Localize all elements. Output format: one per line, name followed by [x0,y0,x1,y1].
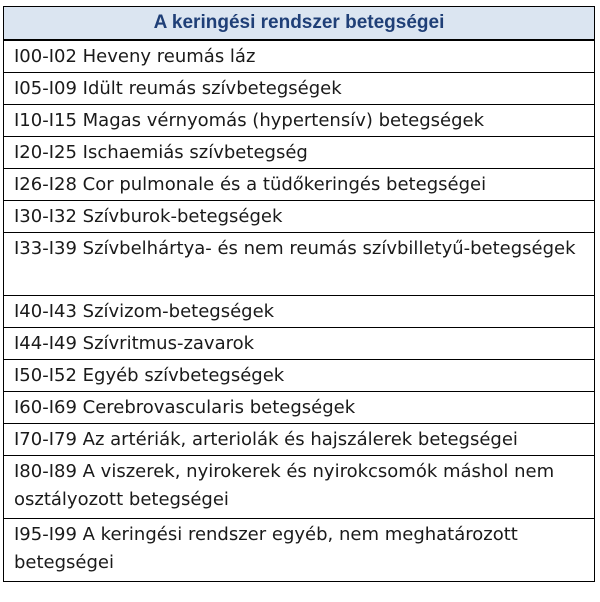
table-row: I10-I15 Magas vérnyomás (hypertensív) betegségek [4,104,594,136]
table-row: I50-I52 Egyéb szívbetegségek [4,359,594,391]
table-row: I26-I28 Cor pulmonale és a tüdőkeringés betegségei [4,168,594,200]
table-row: I30-I32 Szívburok-betegségek [4,200,594,232]
table-row: I40-I43 Szívizom-betegségek [4,295,594,327]
table-row: I00-I02 Heveny reumás láz [4,40,594,72]
table-row: I80-I89 A viszerek, nyirokerek és nyirokcsomók máshol nem osztályozott betegségei [4,455,594,518]
table-row: I44-I49 Szívritmus-zavarok [4,327,594,359]
disease-category-table [3,6,595,582]
table-row: I70-I79 Az artériák, arteriolák és hajszálerek betegségei [4,423,594,455]
table-row: I20-I25 Ischaemiás szívbetegség [4,136,594,168]
table-row: I05-I09 Idült reumás szívbetegségek [4,72,594,104]
table-row: I33-I39 Szívbelhártya- és nem reumás szívbilletyű-betegségek [4,232,594,295]
table-row: I60-I69 Cerebrovascularis betegségek [4,391,594,423]
table-row: I95-I99 A keringési rendszer egyéb, nem meghatározott betegségei [4,518,594,581]
table-title: A keringési rendszer betegségei [4,7,594,40]
